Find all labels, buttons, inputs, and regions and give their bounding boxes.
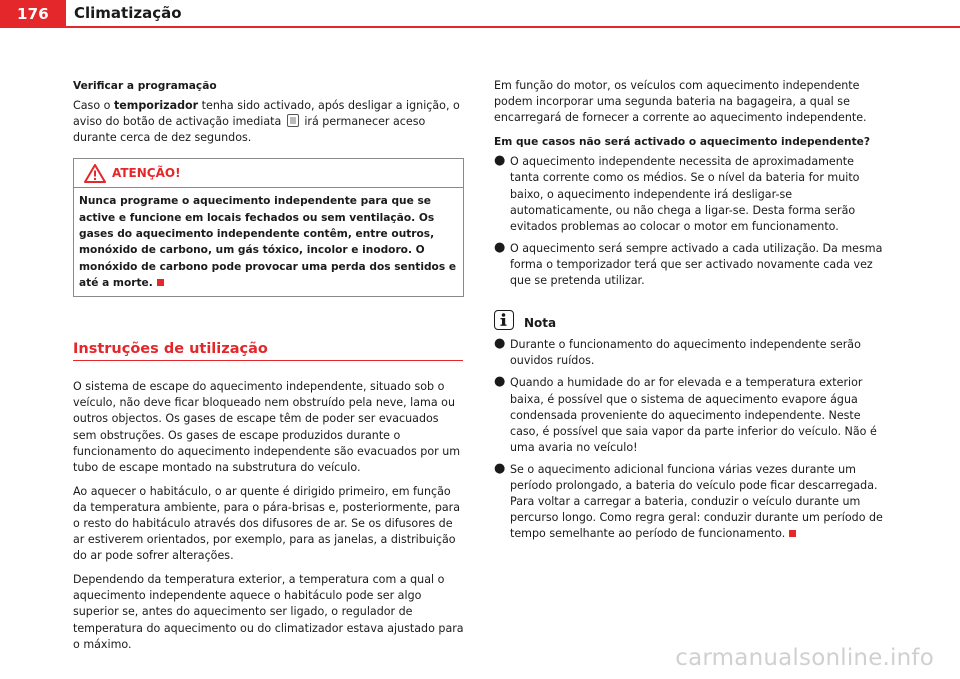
end-of-section-icon <box>157 279 164 286</box>
info-icon <box>494 310 514 330</box>
list-item <box>494 241 886 289</box>
list-item-text: Durante o funcionamento do aquecimento independente serão ouvidos ruídos. <box>510 338 861 368</box>
bullet-icon: ● <box>494 239 506 255</box>
warning-header <box>74 159 463 188</box>
verify-paragraph <box>73 98 465 146</box>
warning-text <box>79 193 457 291</box>
section-title: Instruções de utilização <box>73 341 463 361</box>
question-heading: Em que casos não será activado o aquecimento independente? <box>494 136 870 149</box>
verify-text-mid: tenha sido activado, após desligar a ignição, o aviso do botão de activação imediata <box>73 99 460 129</box>
warning-triangle-icon <box>84 164 106 183</box>
list-item-text: O aquecimento será sempre activado a cada utilização. Da mesma forma o temporizador terá que ser activado novamente cada vez que se pretenda utilizar. <box>510 241 883 288</box>
warning-text-body: Nunca programe o aquecimento independente para que se active e funcione em locais fechados ou sem ventilação. Os gases do aquecimento independente contêm, entre outros, monóxido de carbono, um gás tóxico, incolor e inodoro. O monóxido de carbono pode provocar uma perda dos sentidos e até a morte. <box>79 195 457 289</box>
section-body <box>73 379 465 653</box>
page-number: 176 <box>0 0 66 27</box>
verify-heading: Verificar a programação <box>73 80 217 92</box>
list-item <box>494 375 886 455</box>
list-item-text: Quando a humidade do ar for elevada e a temperatura exterior baixa, é possível que o sistema de aquecimento evapore água condensada proveniente do aquecimento independente. Neste caso, é possível que saia vapor da parte inferior do veículo. Não é uma avaria no veículo! <box>510 376 877 454</box>
note-title: Nota <box>524 316 557 331</box>
bullet-icon: ● <box>494 460 506 476</box>
verify-text-start: Caso o <box>73 99 114 113</box>
left-column <box>73 78 465 661</box>
list-item-text <box>510 462 886 542</box>
list-item <box>494 462 886 542</box>
heater-button-icon <box>287 114 299 127</box>
list-item <box>494 337 886 369</box>
list-item-text: O aquecimento independente necessita de aproximadamente tanta corrente como os médios. Se o nível da bateria for muito baixo, o aquecimento independente irá desligar-se automaticamente, ou não chega a ligar-se. Desta forma serão evitados problemas ao colocar o motor em funcionamento. <box>510 155 860 233</box>
watermark: carmanualsonline.info <box>675 645 934 671</box>
warning-box <box>73 158 464 297</box>
bullet-icon: ● <box>494 153 506 169</box>
end-of-section-icon <box>789 530 796 537</box>
bullet-icon: ● <box>494 374 506 390</box>
verify-text-end: irá permanecer aceso durante cerca de dez segundos. <box>73 115 426 145</box>
paragraph-temperature: Dependendo da temperatura exterior, a temperatura com a qual o aquecimento independente aquece o habitáculo pode ser algo superior se, antes do aquecimento ser ligado, o regulador de temperatura do aquecimento ou do climatizador estava ajustado para o máximo. <box>73 573 464 651</box>
note-header <box>494 309 886 331</box>
header-rule <box>0 26 960 28</box>
bullet-icon: ● <box>494 336 506 352</box>
verify-text-bold: temporizador <box>113 99 199 113</box>
page-title: Climatização <box>74 4 182 22</box>
warning-title: ATENÇÃO! <box>112 166 181 181</box>
list-item-text-body: Se o aquecimento adicional funciona várias vezes durante um período prolongado, a bateria do veículo pode ficar descarregada. Para voltar a carregar a bateria, conduzir o veículo durante um percurso longo. Como regra geral: conduzir durante um período de tempo semelhante ao período de funcionamento. <box>510 462 883 541</box>
list-item <box>494 154 886 234</box>
paragraph-escape: O sistema de escape do aquecimento independente, situado sob o veículo, não deve ficar bloqueado nem obstruído pela neve, lama ou outros objectos. Os gases de escape têm de poder ser evacuados sem obstruções. Os gases de escape produzidos durante o funcionamento do aquecimento independente são evacuados por um tubo de escape montado na substrutura do veículo. <box>73 380 461 474</box>
right-column <box>494 78 886 548</box>
paragraph-airflow: Ao aquecer o habitáculo, o ar quente é dirigido primeiro, em função da temperatura ambiente, para o pára-brisas e, posteriormente, para o resto do habitáculo através dos difusores de ar. Se os difusores de ar estiverem orientados, por exemplo, para as janelas, a distribuição do ar pode sofrer alterações. <box>73 484 461 563</box>
paragraph-battery: Em função do motor, os veículos com aquecimento independente podem incorporar uma segunda bateria na bagageira, a qual se encarregará de fornecer a corrente ao aquecimento independente. <box>494 79 867 125</box>
